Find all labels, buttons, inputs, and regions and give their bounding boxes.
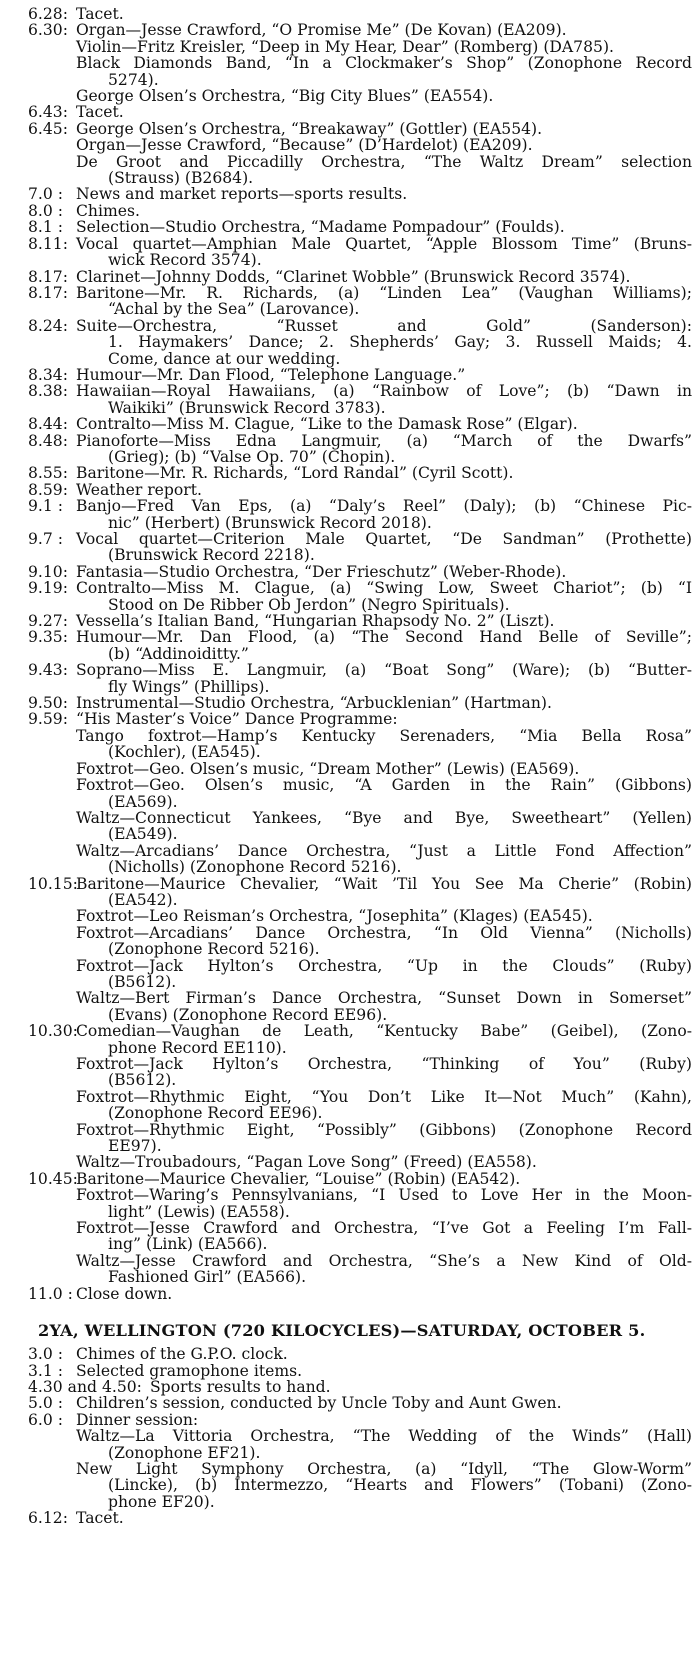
entry-line: Waltz—Jesse Crawford and Orchestra, “She’s a New Kind of Old- bbox=[76, 1251, 692, 1270]
programme-entry bbox=[0, 55, 692, 88]
entry-time: 8.38: bbox=[28, 382, 68, 401]
entry-line: Foxtrot—Geo. Olsen’s music, “Dream Mother” (Lewis) (EA569). bbox=[76, 759, 580, 778]
programme-entry bbox=[0, 1395, 692, 1411]
entry-line: wick Record 3574). bbox=[108, 251, 262, 270]
entry-line: Close down. bbox=[76, 1284, 173, 1303]
entry-line: Vessella’s Italian Band, “Hungarian Rhapsody No. 2” (Liszt). bbox=[76, 612, 555, 631]
programme-entry bbox=[0, 564, 692, 580]
entry-time: 3.0 : bbox=[28, 1345, 64, 1364]
entry-line: 1. Haymakers’ Dance; 2. Shepherds’ Gay; 3. Russell Maids; 4. bbox=[108, 333, 692, 352]
programme-entry bbox=[0, 482, 692, 498]
entry-line: Waltz—Bert Firman’s Dance Orchestra, “Sunset Down in Somerset” bbox=[76, 989, 692, 1008]
entry-line: Comedian—Vaughan de Leath, “Kentucky Babe” (Geibel), (Zono- bbox=[76, 1022, 692, 1041]
programme-entry bbox=[0, 695, 692, 711]
entry-line: Humour—Mr. Dan Flood, (a) “The Second Hand Belle of Seville”; bbox=[76, 628, 692, 647]
programme-entry bbox=[0, 876, 692, 909]
entry-line: (Kochler), (EA545). bbox=[108, 743, 261, 762]
programme-entry bbox=[0, 186, 692, 202]
entry-line: Black Diamonds Band, “In a Clockmaker’s Shop” (Zonophone Record bbox=[76, 54, 692, 73]
entry-line: Come, dance at our wedding. bbox=[108, 349, 341, 368]
entry-time: 8.17: bbox=[28, 267, 68, 286]
entry-line: Sports results to hand. bbox=[150, 1377, 331, 1396]
entry-line: Violin—Fritz Kreisler, “Deep in My Hear, Dear” (Romberg) (DA785). bbox=[76, 37, 614, 56]
programme-entry bbox=[0, 990, 692, 1023]
entry-line: (Grieg); (b) “Valse Op. 70” (Chopin). bbox=[108, 447, 396, 466]
entry-line: “His Master’s Voice” Dance Programme: bbox=[76, 710, 398, 729]
entry-time: 8.17: bbox=[28, 283, 68, 302]
entry-time: 6.43: bbox=[28, 103, 68, 122]
programme-entry bbox=[0, 711, 692, 727]
entry-time: 8.59: bbox=[28, 480, 68, 499]
entry-line: Children’s session, conducted by Uncle Toby and Aunt Gwen. bbox=[76, 1394, 562, 1413]
programme-entry bbox=[0, 1089, 692, 1122]
entry-line: Banjo—Fred Van Eps, (a) “Daly’s Reel” (Daly); (b) “Chinese Pic- bbox=[76, 497, 692, 516]
entry-line: New Light Symphony Orchestra, (a) “Idyll, “The Glow-Worm” bbox=[76, 1459, 692, 1478]
programme-entry bbox=[0, 6, 692, 22]
page bbox=[0, 6, 692, 1527]
programme-entry bbox=[0, 104, 692, 120]
entry-line: light” (Lewis) (EA558). bbox=[108, 1202, 290, 1221]
entry-line: Vocal quartet—Criterion Male Quartet, “De Sandman” (Prothette) bbox=[76, 530, 692, 548]
entry-time: 8.44: bbox=[28, 415, 68, 434]
entry-line: George Olsen’s Orchestra, “Breakaway” (Gottler) (EA554). bbox=[76, 119, 543, 138]
programme-entry bbox=[0, 285, 692, 318]
entry-time: 8.11: bbox=[28, 234, 68, 253]
entry-line: Organ—Jesse Crawford, “Because” (D’Hardelot) (EA209). bbox=[76, 136, 533, 155]
entry-time: 9.1 : bbox=[28, 497, 64, 516]
entry-line: Selection—Studio Orchestra, “Madame Pompadour” (Foulds). bbox=[76, 218, 565, 237]
entry-time: 4.30 and 4.50: bbox=[28, 1377, 142, 1396]
programme-entry bbox=[0, 662, 692, 695]
programme-entry bbox=[0, 498, 692, 531]
programme-entry bbox=[0, 761, 692, 777]
entry-time: 8.55: bbox=[28, 464, 68, 483]
station-heading: 2YA, WELLINGTON (720 KILOCYCLES)—SATURDAY, OCTOBER 5. bbox=[38, 1321, 646, 1341]
entry-line: Organ—Jesse Crawford, “O Promise Me” (De Kovan) (EA209). bbox=[76, 21, 567, 40]
entry-line: phone EF20). bbox=[108, 1492, 215, 1511]
programme-entry bbox=[0, 777, 692, 810]
entry-line: phone Record EE110). bbox=[108, 1038, 287, 1057]
programme-entry bbox=[0, 203, 692, 219]
entry-line: EE97). bbox=[108, 1137, 162, 1156]
programme-entry bbox=[0, 1510, 692, 1526]
entry-line: Dinner session: bbox=[76, 1410, 199, 1429]
entry-line: Waltz—Arcadians’ Dance Orchestra, “Just a Little Fond Affection” bbox=[76, 841, 692, 860]
programme-entry bbox=[0, 154, 692, 187]
entry-line: (EA542). bbox=[108, 890, 178, 909]
programme-entry bbox=[0, 1412, 692, 1428]
entry-line: (Zonophone Record EE96). bbox=[108, 1104, 323, 1123]
programme-entry bbox=[0, 269, 692, 285]
entry-line: Hawaiian—Royal Hawaiians, (a) “Rainbow of Love”; (b) “Dawn in bbox=[76, 382, 692, 401]
entry-line: Baritone—Mr. R. Richards, “Lord Randal” (Cyril Scott). bbox=[76, 464, 514, 483]
programme-entry bbox=[0, 1286, 692, 1302]
programme-entry bbox=[0, 433, 692, 466]
entry-time: 6.28: bbox=[28, 5, 68, 23]
entry-line: (Strauss) (B2684). bbox=[108, 169, 254, 188]
entry-line: News and market reports—sports results. bbox=[76, 185, 408, 204]
entry-line: (Zonophone EF21). bbox=[108, 1443, 261, 1462]
programme-entry bbox=[0, 1056, 692, 1089]
entry-time: 8.0 : bbox=[28, 201, 64, 220]
programme-entry bbox=[0, 1122, 692, 1155]
entry-line: ing” (Link) (EA566). bbox=[108, 1235, 268, 1254]
entry-time: 8.1 : bbox=[28, 218, 64, 237]
entry-line: Instrumental—Studio Orchestra, “Arbucklenian” (Hartman). bbox=[76, 694, 552, 713]
entry-line: Soprano—Miss E. Langmuir, (a) “Boat Song” (Ware); (b) “Butter- bbox=[76, 661, 692, 680]
entry-line: Tango foxtrot—Hamp’s Kentucky Serenaders, “Mia Bella Rosa” bbox=[76, 726, 692, 745]
entry-line: nic” (Herbert) (Brunswick Record 2018). bbox=[108, 513, 432, 532]
programme-entry bbox=[0, 629, 692, 662]
entry-line: Tacet. bbox=[76, 5, 124, 23]
programme-entry bbox=[0, 1154, 692, 1170]
entry-time: 6.30: bbox=[28, 21, 68, 40]
entry-line: Foxtrot—Waring’s Pennsylvanians, “I Used to Love Her in the Moon- bbox=[76, 1186, 692, 1205]
programme-entry bbox=[0, 1253, 692, 1286]
entry-line: Selected gramophone items. bbox=[76, 1361, 303, 1380]
entry-time: 3.1 : bbox=[28, 1361, 64, 1380]
entry-line: Suite—Orchestra, “Russet and Gold” (Sanderson): bbox=[76, 316, 692, 335]
programme-entry bbox=[0, 236, 692, 269]
entry-line: Foxtrot—Geo. Olsen’s music, “A Garden in the Rain” (Gibbons) bbox=[76, 776, 692, 795]
programme-entry bbox=[0, 318, 692, 367]
programme-entry bbox=[0, 728, 692, 761]
entry-line: (B5612). bbox=[108, 1071, 177, 1090]
entry-time: 9.7 : bbox=[28, 530, 64, 548]
entry-time: 9.50: bbox=[28, 694, 68, 713]
entry-line: Stood on De Ribber Ob Jerdon” (Negro Spirituals). bbox=[108, 595, 510, 614]
entry-time: 8.34: bbox=[28, 365, 68, 384]
programme-entry bbox=[0, 416, 692, 432]
entry-time: 11.0 : bbox=[28, 1284, 73, 1303]
entry-line: (Brunswick Record 2218). bbox=[108, 546, 315, 565]
entry-line: (Zonophone Record 5216). bbox=[108, 940, 320, 959]
entry-line: De Groot and Piccadilly Orchestra, “The Waltz Dream” selection bbox=[76, 152, 692, 171]
entry-line: Chimes of the G.P.O. clock. bbox=[76, 1345, 288, 1364]
entry-line: Pianoforte—Miss Edna Langmuir, (a) “March of the Dwarfs” bbox=[76, 431, 692, 450]
entry-time: 8.24: bbox=[28, 316, 68, 335]
entry-line: (EA549). bbox=[108, 825, 178, 844]
programme-entry bbox=[0, 465, 692, 481]
entry-line: “Achal by the Sea” (Larovance). bbox=[108, 300, 360, 319]
programme-entry bbox=[0, 1171, 692, 1187]
programme-entry bbox=[0, 810, 692, 843]
programme-entry bbox=[0, 219, 692, 235]
programme-entry bbox=[0, 1023, 692, 1056]
entry-line: Waltz—Troubadours, “Pagan Love Song” (Freed) (EA558). bbox=[76, 1153, 537, 1172]
programme-entry bbox=[0, 531, 692, 564]
programme-entry bbox=[0, 1379, 692, 1395]
entry-line: Weather report. bbox=[76, 480, 202, 499]
entry-time: 9.35: bbox=[28, 628, 68, 647]
entry-line: fly Wings” (Phillips). bbox=[108, 677, 270, 696]
entry-line: (B5612). bbox=[108, 972, 177, 991]
programme-entry bbox=[0, 1346, 692, 1362]
entry-line: (Lincke), (b) Intermezzo, “Hearts and Flowers” (Tobani) (Zono- bbox=[108, 1476, 692, 1495]
programme-entry bbox=[0, 22, 692, 38]
entry-line: Tacet. bbox=[76, 103, 124, 122]
entry-line: Baritone—Maurice Chevalier, “Wait ’Til You See Ma Cherie” (Robin) bbox=[76, 874, 692, 893]
entry-time: 9.27: bbox=[28, 612, 68, 631]
entry-line: Foxtrot—Leo Reisman’s Orchestra, “Josephita” (Klages) (EA545). bbox=[76, 907, 593, 926]
entry-line: Foxtrot—Rhythmic Eight, “You Don’t Like It—Not Much” (Kahn), bbox=[76, 1087, 692, 1106]
entry-line: (Evans) (Zonophone Record EE96). bbox=[108, 1005, 388, 1024]
entry-line: 5274). bbox=[108, 70, 159, 89]
programme-entry bbox=[0, 925, 692, 958]
entry-time: 9.10: bbox=[28, 562, 68, 581]
entry-time: 7.0 : bbox=[28, 185, 64, 204]
entry-line: Tacet. bbox=[76, 1509, 124, 1528]
entry-line: (Nicholls) (Zonophone Record 5216). bbox=[108, 858, 402, 877]
entry-line: George Olsen’s Orchestra, “Big City Blues” (EA554). bbox=[76, 87, 494, 106]
entry-time: 10.30: bbox=[28, 1022, 78, 1041]
programme-list-2 bbox=[0, 1346, 692, 1526]
entry-time: 6.0 : bbox=[28, 1410, 64, 1429]
entry-line: Baritone—Maurice Chevalier, “Louise” (Robin) (EA542). bbox=[76, 1169, 521, 1188]
entry-time: 9.43: bbox=[28, 661, 68, 680]
entry-time: 6.12: bbox=[28, 1509, 68, 1528]
programme-entry bbox=[0, 367, 692, 383]
programme-entry bbox=[0, 1461, 692, 1510]
entry-line: Foxtrot—Arcadians’ Dance Orchestra, “In Old Vienna” (Nicholls) bbox=[76, 923, 692, 942]
programme-entry bbox=[0, 843, 692, 876]
programme-entry bbox=[0, 613, 692, 629]
programme-entry bbox=[0, 121, 692, 137]
programme-entry bbox=[0, 137, 692, 153]
entry-line: (EA569). bbox=[108, 792, 178, 811]
entry-time: 8.48: bbox=[28, 431, 68, 450]
programme-list-1 bbox=[0, 6, 692, 1302]
entry-time: 9.19: bbox=[28, 579, 68, 598]
programme-entry bbox=[0, 1363, 692, 1379]
entry-time: 10.15: bbox=[28, 874, 78, 893]
programme-entry bbox=[0, 958, 692, 991]
entry-line: Foxtrot—Rhythmic Eight, “Possibly” (Gibbons) (Zonophone Record bbox=[76, 1120, 692, 1139]
entry-line: Foxtrot—Jack Hylton’s Orchestra, “Up in the Clouds” (Ruby) bbox=[76, 956, 692, 975]
programme-entry bbox=[0, 39, 692, 55]
entry-line: Clarinet—Johnny Dodds, “Clarinet Wobble” (Brunswick Record 3574). bbox=[76, 267, 631, 286]
programme-entry bbox=[0, 1428, 692, 1461]
entry-time: 10.45: bbox=[28, 1169, 78, 1188]
programme-entry bbox=[0, 1187, 692, 1220]
entry-line: Baritone—Mr. R. Richards, (a) “Linden Lea” (Vaughan Williams); bbox=[76, 283, 692, 302]
programme-entry bbox=[0, 88, 692, 104]
entry-line: (b) “Addinoiditty.” bbox=[108, 644, 249, 663]
entry-line: Waltz—Connecticut Yankees, “Bye and Bye, Sweetheart” (Yellen) bbox=[76, 808, 692, 827]
entry-time: 9.59: bbox=[28, 710, 68, 729]
entry-line: Fantasia—Studio Orchestra, “Der Frieschutz” (Weber-Rhode). bbox=[76, 562, 567, 581]
entry-line: Humour—Mr. Dan Flood, “Telephone Language.” bbox=[76, 365, 466, 384]
programme-entry bbox=[0, 1220, 692, 1253]
entry-line: Foxtrot—Jack Hylton’s Orchestra, “Thinking of You” (Ruby) bbox=[76, 1055, 692, 1073]
entry-line: Chimes. bbox=[76, 201, 140, 220]
entry-line: Fashioned Girl” (EA566). bbox=[108, 1268, 307, 1287]
entry-line: Waikiki” (Brunswick Record 3783). bbox=[108, 398, 386, 417]
programme-entry bbox=[0, 383, 692, 416]
programme-entry bbox=[0, 908, 692, 924]
entry-line: Contralto—Miss M. Clague, “Like to the Damask Rose” (Elgar). bbox=[76, 415, 578, 434]
entry-line: Waltz—La Vittoria Orchestra, “The Wedding of the Winds” (Hall) bbox=[76, 1427, 692, 1446]
entry-time: 6.45: bbox=[28, 119, 68, 138]
entry-line: Vocal quartet—Amphian Male Quartet, “Apple Blossom Time” (Bruns- bbox=[76, 234, 692, 253]
programme-entry bbox=[0, 580, 692, 613]
entry-line: Foxtrot—Jesse Crawford and Orchestra, “I’ve Got a Feeling I’m Fall- bbox=[76, 1219, 692, 1238]
entry-line: Contralto—Miss M. Clague, (a) “Swing Low, Sweet Chariot”; (b) “I bbox=[76, 579, 692, 598]
entry-time: 5.0 : bbox=[28, 1394, 64, 1413]
